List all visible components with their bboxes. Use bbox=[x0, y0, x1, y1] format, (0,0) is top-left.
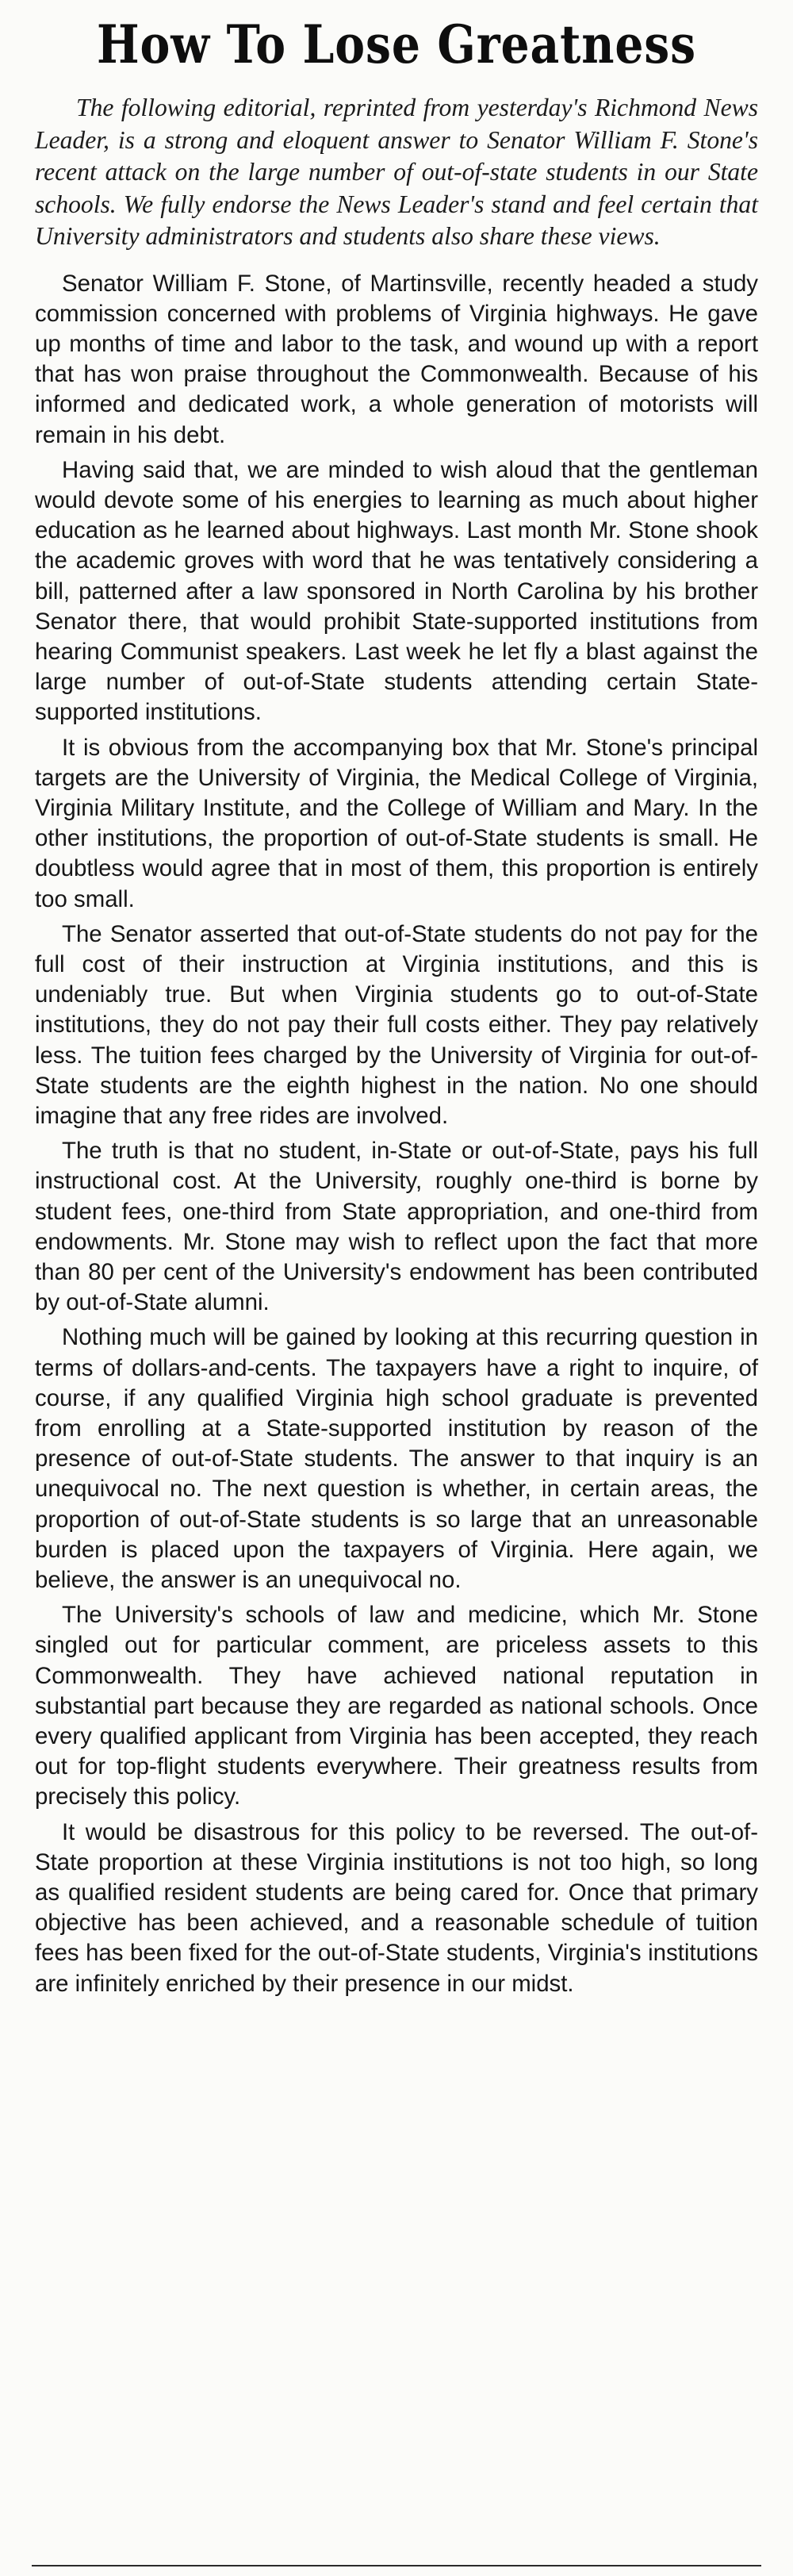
paragraph: Having said that, we are minded to wish aloud that the gentleman would devote some of his energies to learning as much about higher education as he learned about highways. Last month Mr. Stone shook the academic groves with word that he was tentatively considering a bill, patterned after a law sponsored in North Carolina by his brother Senator there, that would prohibit State-supported institutions from hearing Communist speakers. Last week he let fly a blast against the large number of out-of-State students attending certain State-supported institutions. bbox=[35, 456, 758, 726]
editorial-column bbox=[35, 11, 758, 2004]
paragraph: It is obvious from the accompanying box that Mr. Stone's principal targets are the University of Virginia, the Medical College of Virginia, Virginia Military Institute, and the College of William and Mary. In the other institutions, the proportion of out-of-State students is small. He doubtless would agree that in most of them, this proportion is entirely too small. bbox=[35, 734, 758, 912]
paragraph: The University's schools of law and medicine, which Mr. Stone singled out for particular comment, are priceless assets to this Commonwealth. They have achieved national reputation in substantial part because they are regarded as national schools. Once every qualified applicant from Virginia has been accepted, they reach out for top-flight students everywhere. Their greatness results from precisely this policy. bbox=[35, 1602, 758, 1810]
paragraph: The truth is that no student, in-State or out-of-State, pays his full instructional cost. At the University, roughly one-third is borne by student fees, one-third from State appropriation, and one-third from endowments. Mr. Stone may wish to reflect upon the fact that more than 80 per cent of the University's endowment has been contributed by out-of-State alumni. bbox=[35, 1138, 758, 1316]
editor-note: The following editorial, reprinted from yesterday's Richmond News Leader, is a strong and eloquent answer to Senator William F. Stone's recent attack on the large number of out-of-state students in our State schools. We fully endorse the News Leader's stand and feel certain that University administrators and students also share these views. bbox=[35, 94, 758, 250]
bottom-rule bbox=[32, 2565, 761, 2566]
paragraph: The Senator asserted that out-of-State students do not pay for the full cost of their instruction at Virginia institutions, and this is undeniably true. But when Virginia students go to out-of-State institutions, they do not pay their full costs either. They pay relatively less. The tuition fees charged by the University of Virginia for out-of-State students are the eighth highest in the nation. No one should imagine that any free rides are involved. bbox=[35, 920, 758, 1129]
paragraph: It would be disastrous for this policy to be reversed. The out-of-State proportion at these Virginia institutions is not too high, so long as qualified resident students are being cared for. Once that primary objective has been achieved, and a reasonable schedule of tuition fees has been fixed for the out-of-State students, Virginia's institutions are infinitely enriched by their presence in our midst. bbox=[35, 1818, 758, 1997]
paragraph: Senator William F. Stone, of Martinsville, recently headed a study commission concerned with problems of Virginia highways. He gave up months of time and labor to the task, and wound up with a report that has won praise throughout the Commonwealth. Because of his informed and dedicated work, a whole generation of motorists will remain in his debt. bbox=[35, 270, 758, 448]
paragraph: Nothing much will be gained by looking at this recurring question in terms of dollars-and-cents. The taxpayers have a right to inquire, of course, if any qualified Virginia high school graduate is prevented from enrolling at a State-supported institution by reason of the presence of out-of-State students. The answer to that inquiry is an unequivocal no. The next question is whether, in certain areas, the proportion of out-of-State students is so large that an unreasonable burden is placed upon the taxpayers of Virginia. Here again, we believe, the answer is an unequivocal no. bbox=[35, 1324, 758, 1594]
headline: How To Lose Greatness bbox=[97, 13, 696, 75]
